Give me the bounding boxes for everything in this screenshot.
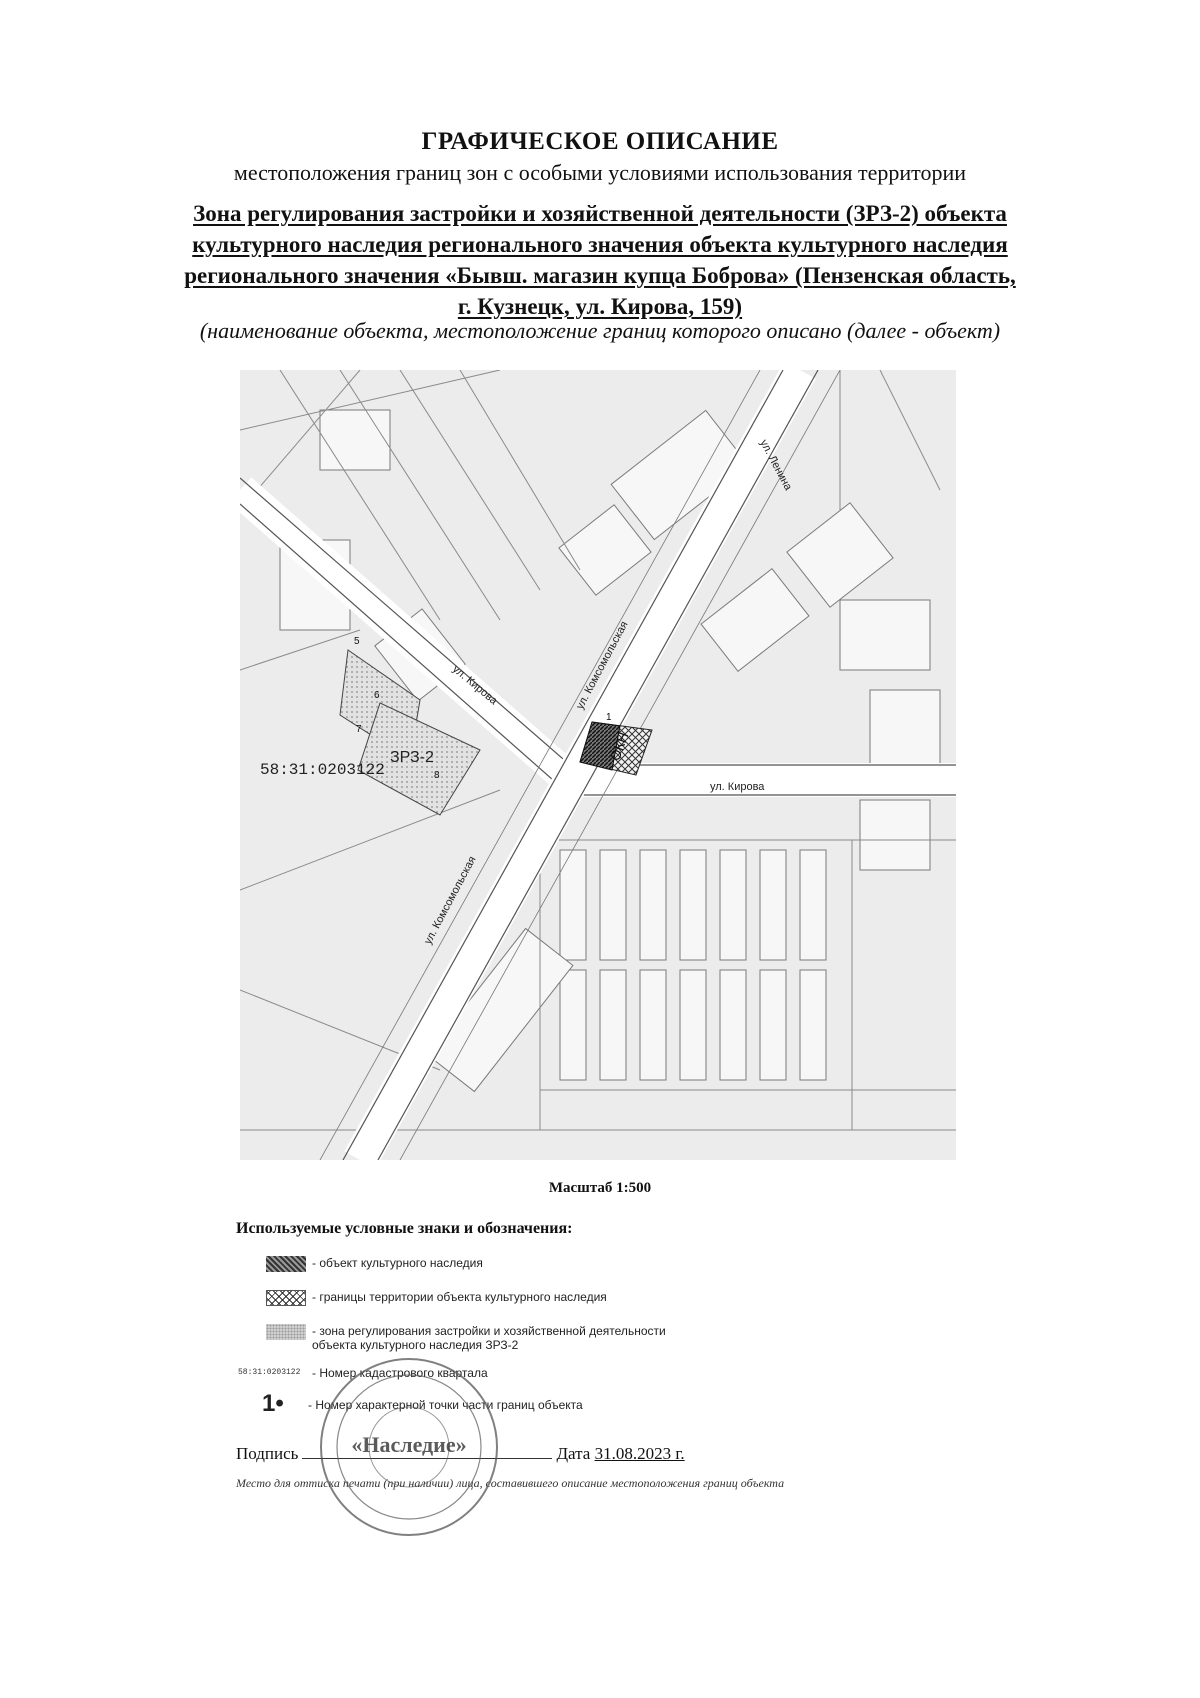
street-label-komsomolskaya-upper: ул. Комсомольская (574, 619, 631, 712)
point-label: 5 (354, 636, 360, 647)
object-caption: (наименование объекта, местоположение границ которого описано (далее - объект) (199, 318, 1001, 343)
street-label-lenina: ул. Ленина (757, 437, 795, 493)
heritage-territory-swatch-icon (266, 1290, 306, 1306)
signature-label: Подпись (236, 1444, 299, 1463)
legend-item (266, 1256, 483, 1272)
point-label: 7 (356, 724, 362, 735)
signature-caption: Место для оттиска печати (при наличии) лица, составившего описание местоположения границ объекта (236, 1476, 785, 1490)
date-label: Дата (556, 1444, 591, 1463)
object-name-line: регионального значения «Бывш. магазин купца Боброва» (Пензенская область, (184, 263, 1016, 288)
legend-text: - Номер характерной точки части границ объекта (308, 1398, 583, 1412)
point-label: 8 (434, 770, 440, 781)
object-name (130, 198, 1070, 322)
point-marker-icon: 1• (262, 1390, 284, 1417)
document-title: ГРАФИЧЕСКОЕ ОПИСАНИЕ (421, 128, 779, 155)
street-label-kirova-left: ул. Кирова (450, 663, 500, 708)
zone-swatch-icon (266, 1324, 306, 1340)
point-label: 1 (606, 712, 612, 723)
quarter-code-sample: 58:31:0203122 (238, 1368, 301, 1377)
legend-text: - границы территории объекта культурного наследия (312, 1290, 607, 1304)
signature-date: 31.08.2023 г. (594, 1444, 685, 1463)
heritage-object-swatch-icon (266, 1256, 306, 1272)
legend-text: - зона регулирования застройки и хозяйственной деятельности (312, 1324, 666, 1338)
zone-label: ЗРЗ-2 (390, 749, 434, 766)
cadastral-map (240, 370, 956, 1160)
point-label: 6 (374, 690, 380, 701)
map-scale: Масштаб 1:500 (548, 1180, 652, 1196)
legend-text: объекта культурного наследия ЗРЗ-2 (312, 1338, 519, 1352)
stamp-name: «Наследие» (351, 1432, 467, 1457)
seal-stamp (314, 1352, 504, 1542)
document-subtitle: местоположения границ зон с особыми условиями использования территории (233, 160, 967, 185)
street-label-kirova-right: ул. Кирова (710, 781, 765, 793)
object-name-line: культурного наследия регионального значения объекта культурного наследия (192, 232, 1008, 257)
legend-text: - Номер кадастрового квартала (312, 1366, 488, 1380)
cadastral-quarter-label: 58:31:0203122 (260, 761, 385, 779)
legend-item (266, 1324, 666, 1352)
street-label-komsomolskaya-lower: ул. Комсомольская (422, 854, 479, 947)
legend-text: - объект культурного наследия (312, 1256, 483, 1270)
object-name-line: г. Кузнецк, ул. Кирова, 159) (457, 294, 743, 319)
heritage-label: ОКН (606, 729, 632, 763)
legend-item (266, 1290, 607, 1306)
legend-title: Используемые условные знаки и обозначения: (236, 1220, 573, 1237)
object-name-line: Зона регулирования застройки и хозяйственной деятельности (ЗРЗ-2) объекта (193, 201, 1007, 226)
